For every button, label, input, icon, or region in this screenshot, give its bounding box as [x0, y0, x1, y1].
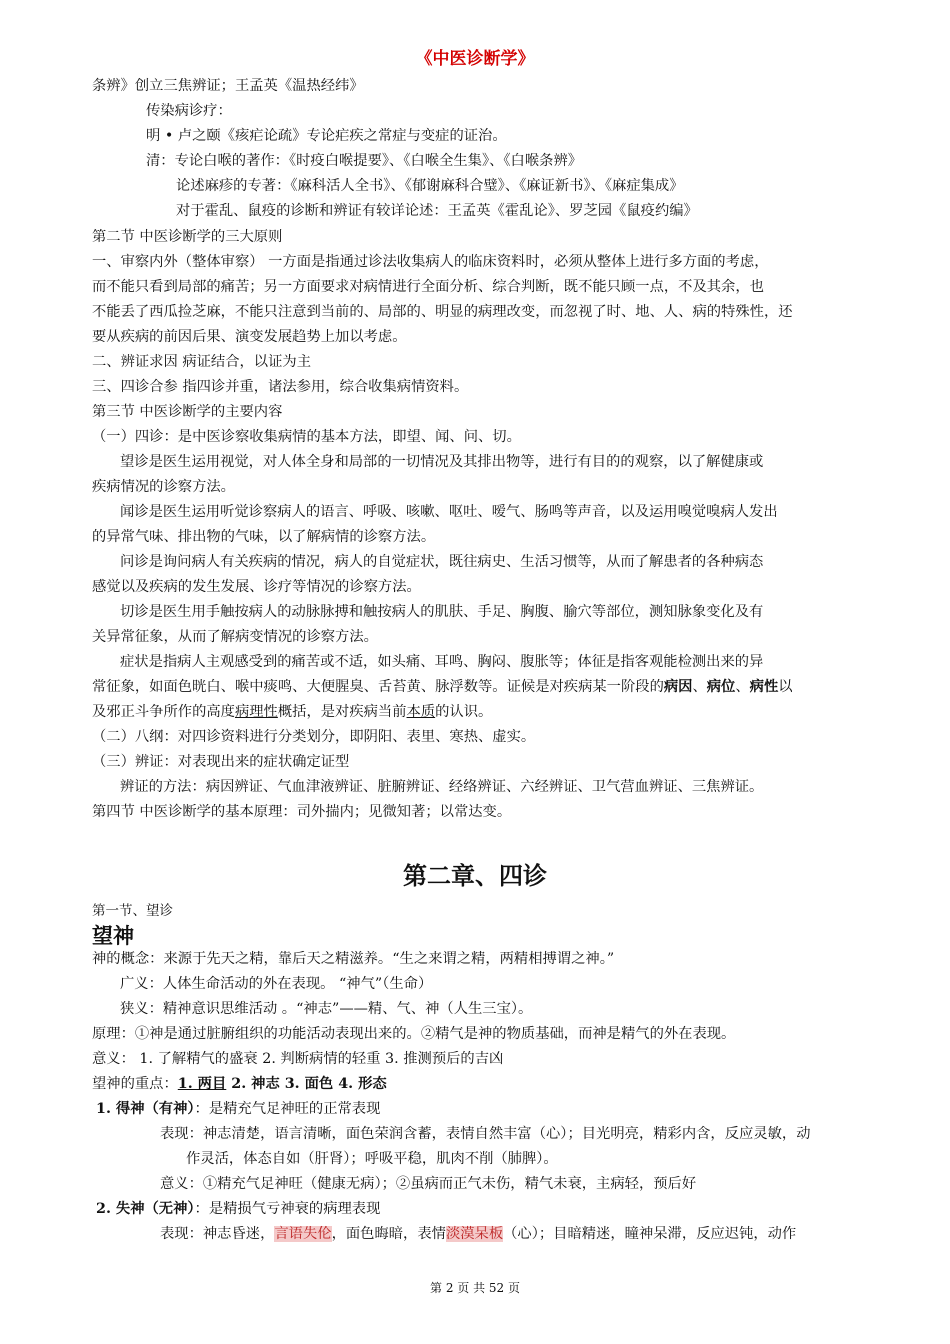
text-line: 症状是指病人主观感受到的痛苦或不适，如头痛、耳鸣、胸闷、腹胀等；体征是指客观能检测出来的异 [120, 654, 764, 670]
text-run: 、 [735, 679, 750, 695]
text-line [92, 1074, 387, 1094]
text-run: ，面色晦暗，表情 [331, 1226, 446, 1242]
text-line: 一、审察内外（整体审察） 一方面是指通过诊法收集病人的临床资料时，必须从整体上进行多方面的考虑， [92, 254, 769, 270]
text-line [92, 677, 793, 697]
text-run: 概括，是对疾病当前 [277, 704, 407, 720]
text-line: 论述麻疹的专著：《麻科活人全书》、《郁谢麻科合璧》、《麻证新书》、《麻症集成》 [176, 178, 684, 194]
text-line: 神的概念：来源于先天之精，靠后天之精滋养。“生之来谓之精，两精相搏谓之神。” [92, 951, 615, 967]
text-run: 常征象，如面色晄白、喉中痰鸣、大便腥臭、舌苔黄、脉浮数等。证候是对疾病某一阶段的 [92, 679, 664, 695]
subsection-heading: 望神 [92, 924, 134, 948]
text-line: 三、四诊合参 指四诊并重，诸法参用，综合收集病情资料。 [92, 379, 469, 395]
text-line: 二、辨证求因 病证结合，以证为主 [92, 354, 311, 370]
bold-term: 2. 失神（无神） [96, 1201, 195, 1217]
underlined-term: 1. 两目 [177, 1076, 227, 1092]
text-line: 表现：神志清楚，语言清晰，面色荣润含蓄，表情自然丰富（心）；目光明亮，精彩内含，反应灵敏，动 [160, 1126, 811, 1142]
section-heading: 第三节 中医诊断学的主要内容 [92, 404, 283, 420]
section-heading: 第四节 中医诊断学的基本原理：司外揣内；见微知著；以常达变。 [92, 804, 512, 820]
text-line: 狭义：精神意识思维活动 。“神志”——精、气、神（人生三宝）。 [120, 1001, 533, 1017]
text-run: 的认识。 [435, 704, 493, 720]
underlined-term: 病理性 [234, 704, 278, 720]
text-line: 意义： 1. 了解精气的盛衰 2. 判断病情的轻重 3. 推测预后的吉凶 [92, 1051, 504, 1067]
text-run: （心）；目暗精迷，瞳神呆滞，反应迟钝，动作 [503, 1226, 797, 1242]
bold-term: 病因 [663, 679, 693, 695]
text-line: （一）四诊：是中医诊察收集病情的基本方法，即望、闻、问、切。 [92, 429, 521, 445]
text-line: （二）八纲：对四诊资料进行分类划分，即阴阳、表里、寒热、虚实。 [92, 729, 536, 745]
text-run: 以 [778, 679, 793, 695]
highlighted-term: 言语失伦 [274, 1226, 332, 1242]
document-title: 《中医诊断学》 [415, 49, 535, 69]
text-line: 感觉以及疾病的发生发展、诊疗等情况的诊察方法。 [92, 579, 421, 595]
section-heading: 第二节 中医诊断学的三大原则 [92, 229, 283, 245]
text-line: 意义：①精充气足神旺（健康无病）；②虽病而正气未伤，精气未衰，主病轻，预后好 [160, 1176, 697, 1192]
text-line: 传染病诊疗： [146, 103, 232, 119]
text-line: 清：专论白喉的著作：《时疫白喉提要》、《白喉全生集》、《白喉条辨》 [146, 153, 583, 169]
bold-term: 病性 [749, 679, 779, 695]
text-run: 、 [692, 679, 707, 695]
text-run: 望神的重点： [92, 1076, 178, 1092]
text-line: 切诊是医生用手触按病人的动脉脉搏和触按病人的肌肤、手足、胸腹、腧穴等部位，测知脉象变化及有 [120, 604, 764, 620]
text-line: 的异常气味、排出物的气味，以了解病情的诊察方法。 [92, 529, 436, 545]
text-line: 闻诊是医生运用听觉诊察病人的语言、呼吸、咳嗽、呕吐、嗳气、肠鸣等声音，以及运用嗅觉嗅病人发出 [120, 504, 778, 520]
bold-term: 1. 得神（有神） [96, 1101, 195, 1117]
text-line: 问诊是询问病人有关疾病的情况，病人的自觉症状，既往病史、生活习惯等，从而了解患者的各种病态 [120, 554, 764, 570]
text-run: ：是精损气亏神衰的病理表现 [194, 1201, 381, 1217]
text-line: 明 • 卢之颐《痎疟论疏》专论疟疾之常症与变症的证治。 [146, 128, 507, 144]
text-run: 及邪正斗争所作的高度 [92, 704, 235, 720]
text-line: （三）辨证：对表现出来的症状确定证型 [92, 754, 350, 770]
highlighted-term: 淡漠呆板 [445, 1226, 504, 1242]
text-line [96, 1199, 380, 1219]
text-line: 原理：①神是通过脏腑组织的功能活动表现出来的。②精气是神的物质基础，而神是精气的外在表现。 [92, 1026, 736, 1042]
text-line: 条辨》创立三焦辨证；王孟英《温热经纬》 [92, 78, 364, 94]
text-line: 作灵活，体态自如（肝肾）；呼吸平稳，肌肉不削（肺脾）。 [186, 1151, 558, 1167]
text-line: 望诊是医生运用视觉，对人体全身和局部的一切情况及其排出物等，进行有目的的观察，以了解健康或 [120, 454, 764, 470]
bold-term: 病位 [706, 679, 736, 695]
text-line: 对于霍乱、鼠疫的诊断和辨证有较详论述：王孟英《霍乱论》、罗芝园《鼠疫约编》 [176, 203, 698, 219]
chapter-title: 第二章、四诊 [403, 862, 547, 890]
text-line: 不能丢了西瓜捡芝麻，不能只注意到当前的、局部的、明显的病理改变，而忽视了时、地、人、病的特殊性，还 [92, 304, 793, 320]
text-line [92, 702, 492, 722]
text-line: 关异常征象，从而了解病变情况的诊察方法。 [92, 629, 378, 645]
underlined-term: 本质 [406, 704, 436, 720]
text-line [96, 1099, 380, 1119]
text-run: ：是精充气足神旺的正常表现 [194, 1101, 381, 1117]
text-line: 要从疾病的前因后果、演变发展趋势上加以考虑。 [92, 329, 407, 345]
text-line: 疾病情况的诊察方法。 [92, 479, 235, 495]
section-label: 第一节、望诊 [92, 903, 173, 919]
page-footer: 第 2 页 共 52 页 [430, 1281, 520, 1295]
bold-term: 2. 神志 3. 面色 4. 形态 [226, 1076, 387, 1092]
text-line [160, 1224, 796, 1244]
text-run: 表现：神志昏迷， [160, 1226, 275, 1242]
text-line: 辨证的方法：病因辨证、气血津液辨证、脏腑辨证、经络辨证、六经辨证、卫气营血辨证、三焦辨证。 [120, 779, 764, 795]
text-line: 广义：人体生命活动的外在表现。 “神气”（生命） [120, 976, 433, 992]
text-line: 而不能只看到局部的痛苦；另一方面要求对病情进行全面分析、综合判断，既不能只顾一点，不及其余，也 [92, 279, 764, 295]
